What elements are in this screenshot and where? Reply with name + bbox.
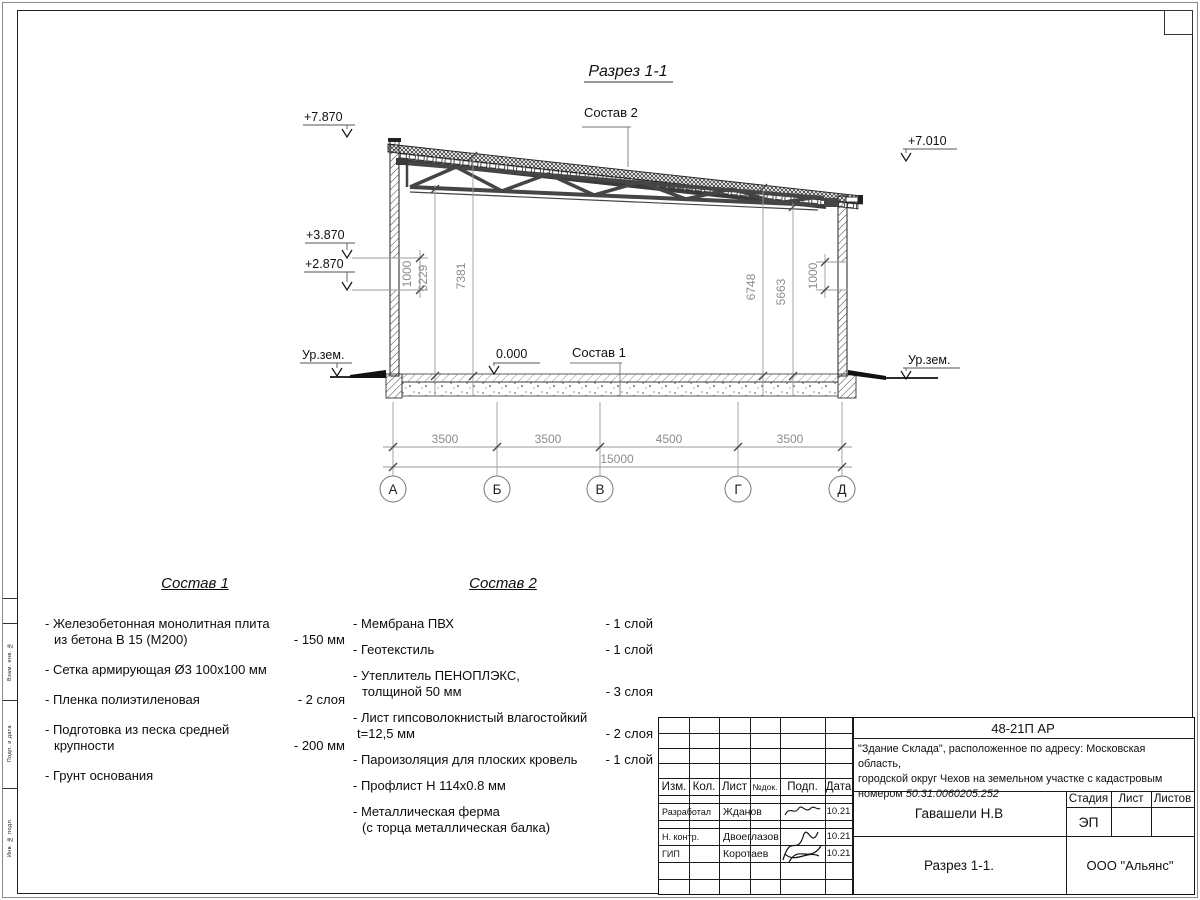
axis-label: Д: [837, 482, 847, 497]
list-item: [45, 692, 345, 708]
dim-label: 4500: [655, 432, 683, 446]
item-text: - Геотекстиль: [353, 642, 435, 657]
item-value: - 1 слой: [605, 616, 653, 631]
item-text: - Утеплитель ПЕНОПЛЭКС,: [353, 668, 520, 683]
list-item: [353, 710, 653, 742]
dim-label: 3500: [534, 432, 562, 446]
sheets-header: Листов: [1153, 793, 1192, 805]
title-block: [658, 717, 1195, 895]
list-item: [45, 662, 345, 678]
axis-bubbles: [380, 476, 855, 502]
col-izm: Изм.: [661, 780, 687, 793]
elevation-wall-top-left: [305, 228, 355, 258]
frame-cell: [3, 700, 17, 788]
item-text: - Грунт основания: [45, 768, 154, 783]
frame-cell: [3, 623, 17, 700]
dim-label: 6748: [744, 273, 758, 301]
sheet-header: Лист: [1118, 793, 1144, 805]
elevation-label: +7.870: [304, 110, 343, 124]
item-text: (с торца металлическая балка): [362, 820, 551, 835]
list-item: [353, 804, 653, 836]
sostav2-list: [353, 576, 653, 846]
col-ndok: №док.: [752, 781, 778, 792]
item-text: - Сетка армирующая Ø3 100х100 мм: [45, 662, 267, 677]
object-line: городской округ Чехов на земельном участке с кадастровым: [858, 773, 1163, 785]
item-value: - 200 мм: [293, 738, 345, 753]
elevation-label: 0.000: [496, 347, 528, 361]
frame-cell: [3, 788, 17, 888]
stage-header: Стадия: [1068, 793, 1109, 805]
item-text: - Подготовка из песка средней: [45, 722, 230, 737]
list-item: [45, 768, 345, 784]
elevation-ground-left: [300, 348, 352, 376]
item-value: - 2 слоя: [605, 726, 653, 741]
row-name: Жданов: [723, 805, 762, 818]
dim-label: 3500: [431, 432, 459, 446]
horizontal-dimensions: [383, 402, 852, 476]
sostav2-title: Состав 2: [469, 575, 537, 592]
elevation-roof-right: [901, 134, 957, 161]
item-text: крупности: [54, 738, 115, 753]
axis-label: Б: [492, 482, 502, 497]
row-role: Разработал: [662, 806, 711, 817]
object-line: "Здание Склада", расположенное по адресу: Московская область,: [858, 743, 1146, 770]
dim-label: 6229: [416, 264, 430, 292]
axis-label: В: [595, 482, 605, 497]
row-date: 10.21: [826, 831, 851, 842]
list-item: [353, 616, 653, 632]
item-text: t=12,5 мм: [357, 726, 415, 741]
item-text: из бетона В 15 (М200): [54, 632, 188, 647]
row-date: 10.21: [826, 806, 851, 817]
row-name: Двоеглазов: [723, 830, 779, 843]
item-text: - Пароизоляция для плоских кровель: [353, 752, 578, 767]
cadastral-number: 50:31:0060205:252: [905, 788, 999, 800]
row-role: Н. контр.: [662, 831, 700, 842]
sostav1-list: [45, 576, 345, 798]
list-item: [353, 752, 653, 768]
project-code: 48-21П АР: [991, 720, 1055, 736]
list-item: [353, 778, 653, 794]
row-role: ГИП: [662, 848, 680, 859]
col-list: Лист: [722, 780, 747, 793]
dim-label: 1000: [806, 262, 820, 290]
item-text: - Металлическая ферма: [353, 804, 500, 819]
chief-name: Гавашели Н.В: [914, 806, 1004, 821]
elevation-wall-mid-left: [304, 257, 355, 290]
item-text: - Профлист Н 114х0.8 мм: [353, 778, 506, 793]
elevation-label: Ур.зем.: [302, 348, 345, 362]
sostav-leaders: [570, 105, 638, 396]
list-item: [353, 668, 653, 700]
col-data: Дата: [825, 780, 852, 793]
sostav2-leader-label: Состав 2: [584, 105, 638, 120]
sheet-title: Разрез 1-1.: [923, 857, 995, 873]
dim-label: 15000: [600, 452, 634, 466]
frame-label: Взам. инв. №: [7, 642, 13, 681]
dim-label: 1000: [400, 260, 414, 288]
item-value: - 150 мм: [293, 632, 345, 647]
row-date: 10.21: [826, 848, 851, 859]
item-text: толщиной 50 мм: [362, 684, 462, 699]
col-podp: Подп.: [787, 780, 818, 793]
axis-label: А: [388, 482, 398, 497]
axis-label: Г: [734, 482, 742, 497]
item-text: - Пленка полиэтиленовая: [45, 692, 200, 707]
elevation-label: +3.870: [306, 228, 345, 242]
dim-label: 3500: [776, 432, 804, 446]
list-item: [45, 616, 345, 648]
item-value: - 3 слоя: [605, 684, 653, 699]
list-item: [353, 642, 653, 658]
item-value: - 1 слой: [605, 642, 653, 657]
item-text: - Железобетонная монолитная плита: [45, 616, 270, 631]
sostav1-title: Состав 1: [161, 575, 229, 592]
list-item: [45, 722, 345, 754]
signature: [777, 824, 825, 866]
item-text: - Лист гипсоволокнистый влагостойкий: [353, 710, 588, 725]
elevation-label: +2.870: [305, 257, 344, 271]
frame-label: Инв. № подл.: [7, 818, 13, 858]
elevation-label: Ур.зем.: [908, 353, 951, 367]
col-kol: Кол.: [692, 780, 716, 793]
frame-divider: [3, 598, 17, 599]
company-name: ООО "Альянс": [1086, 857, 1174, 873]
frame-label: Подп. и дата: [7, 725, 13, 763]
item-value: - 2 слоя: [297, 692, 345, 707]
stage-value: ЭП: [1078, 813, 1099, 830]
dim-label: 5663: [774, 278, 788, 306]
elevation-label: +7.010: [908, 134, 947, 148]
dim-label: 7381: [454, 262, 468, 290]
drawing-title: Разрез 1-1: [588, 63, 668, 80]
elevation-roof-left: [303, 110, 355, 137]
signature: [782, 802, 822, 820]
sostav1-leader-label: Состав 1: [572, 345, 626, 360]
elevation-ground-right: [901, 353, 960, 379]
row-name: Коротаев: [723, 847, 769, 860]
elevation-floor: [489, 347, 540, 374]
item-value: - 1 слой: [605, 752, 653, 767]
object-line: номером 50:31:0060205:252: [858, 788, 999, 800]
item-text: - Мембрана ПВХ: [353, 616, 454, 631]
